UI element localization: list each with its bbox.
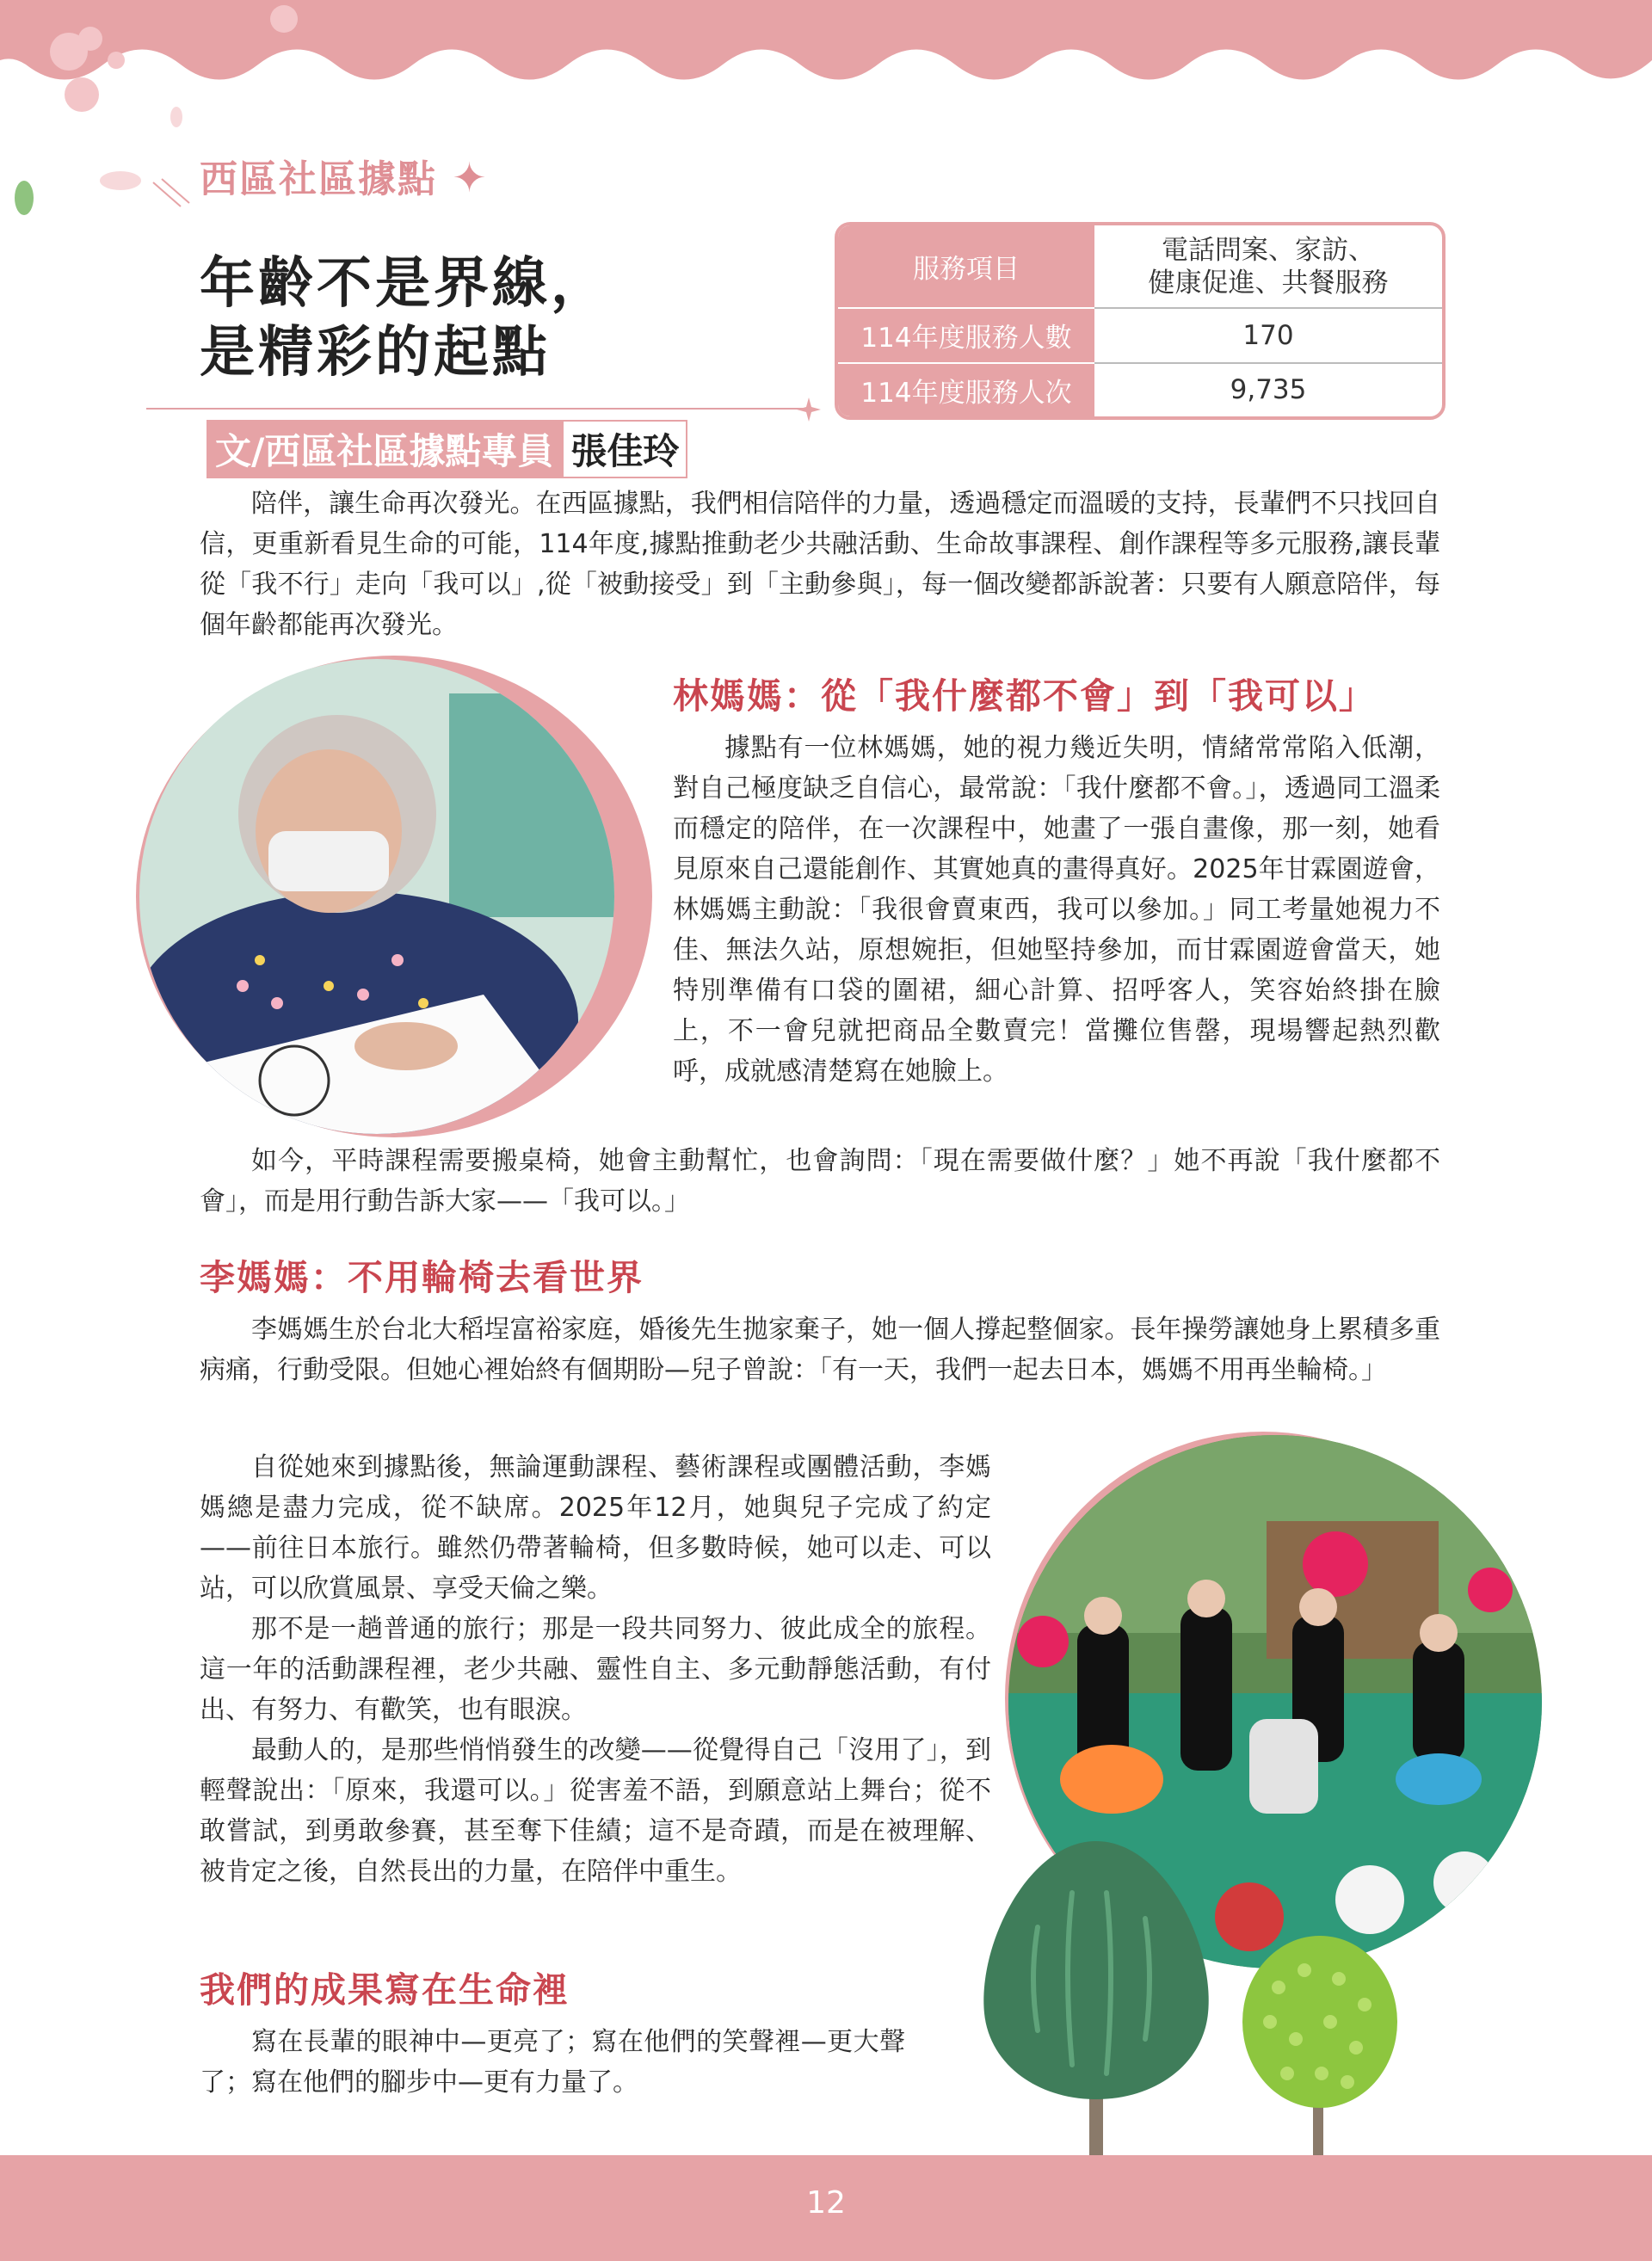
tree-decoration-icon	[977, 1824, 1408, 2159]
title-divider	[146, 408, 814, 410]
author-name: 張佳玲	[562, 420, 687, 478]
stats-value: 170	[1094, 308, 1442, 363]
section-heading-lin: 林媽媽：從「我什麼都不會」到「我可以」	[673, 675, 1376, 717]
section-lin-body	[673, 728, 1440, 1092]
intro-paragraph	[200, 484, 1440, 645]
section-results-body	[200, 2022, 905, 2103]
section-li-p3: 最動人的，是那些悄悄發生的改變——從覺得自己「沒用了」，到輕聲說出：「原來，我還可以。」從害羞不語，到願意站上舞台；從不敢嘗試，到勇敢參賽，甚至奪下佳績；這不是奇蹟，而是在被理解、被肯定之後，自然長出的力量，在陪伴中重生。	[200, 1735, 991, 1887]
section-lin-follow-text: 如今，平時課程需要搬桌椅，她會主動幫忙，也會詢問：「現在需要做什麼？」她不再說「我什麼都不會」，而是用行動告訴大家——「我可以。」	[200, 1146, 1440, 1217]
elder-drawing-photo	[139, 659, 614, 1134]
page-number: 12	[806, 2185, 846, 2221]
stats-value-line: 電話問案、家訪、	[1162, 234, 1375, 266]
intro-text: 陪伴，讓生命再次發光。在西區據點，我們相信陪伴的力量，透過穩定而溫暖的支持，長輩們不只找回自信，更重新看見生命的可能，114年度,據點推動老少共融活動、生命故事課程、創作課程等多元服務,讓長輩從「我不行」走向「我可以」,從「被動接受」到「主動參與」，每一個改變都訴說著：只要有人願意陪伴，每個年齡都能再次發光。	[200, 489, 1440, 640]
section-li-intro	[200, 1309, 1440, 1390]
section-li-body	[200, 1447, 991, 1892]
author-role: 文/西區社區據點專員	[206, 420, 562, 478]
sparkle-icon: ✦	[452, 154, 489, 202]
stats-label: 114年度服務人數	[838, 308, 1094, 363]
stats-row-people	[838, 308, 1442, 363]
section-li-p1: 自從她來到據點後，無論運動課程、藝術課程或團體活動，李媽媽總是盡力完成，從不缺席。2025年12月，她與兒子完成了約定——前往日本旅行。雖然仍帶著輪椅，但多數時候，她可以走、可以站，可以欣賞風景、享受天倫之樂。	[200, 1452, 991, 1604]
stats-value: 9,735	[1230, 374, 1307, 406]
section-lin-text: 據點有一位林媽媽，她的視力幾近失明，情緒常常陷入低潮，對自己極度缺乏自信心，最常說：「我什麼都不會。」，透過同工溫柔而穩定的陪伴，在一次課程中，她畫了一張自畫像，那一刻，她看見原來自己還能創作、其實她真的畫得真好。2025年甘霖園遊會，林媽媽主動說：「我很會賣東西，我可以參加。」同工考量她視力不佳、無法久站，原想婉拒，但她堅持參加，而甘霖園遊會當天，她特別準備有口袋的圍裙，細心計算、招呼客人，笑容始終掛在臉上，不一會兒就把商品全數賣完！當攤位售罄，現場響起熱烈歡呼，成就感清楚寫在她臉上。	[673, 733, 1440, 1087]
photo-illustration	[139, 659, 614, 1134]
section-label	[200, 148, 489, 203]
section-heading-li: 李媽媽：不用輪椅去看世界	[200, 1257, 644, 1298]
section-li-p2: 那不是一趟普通的旅行；那是一段共同努力、彼此成全的旅程。這一年的活動課程裡，老少共融、靈性自主、多元動靜態活動，有付出、有努力、有歡笑，也有眼淚。	[200, 1614, 991, 1725]
stats-label: 114年度服務人次	[838, 363, 1094, 416]
author-byline	[206, 420, 687, 472]
divider-star-icon	[797, 397, 821, 422]
section-lin-follow	[200, 1141, 1440, 1222]
stats-value	[1094, 225, 1442, 308]
title-line-1: 年齡不是界線，	[200, 252, 609, 316]
stats-value-line: 健康促進、共餐服務	[1148, 267, 1389, 299]
section-li-intro-text: 李媽媽生於台北大稻埕富裕家庭，婚後先生拋家棄子，她一個人撐起整個家。長年操勞讓她身上累積多重病痛，行動受限。但她心裡始終有個期盼—兒子曾說：「有一天，我們一起去日本，媽媽不用再坐輪椅。」	[200, 1315, 1440, 1385]
title-line-2: 是精彩的起點	[200, 321, 551, 385]
stats-row-visits	[838, 363, 1442, 416]
section-results-text: 寫在長輩的眼神中—更亮了；寫在他們的笑聲裡—更大聲了；寫在他們的腳步中—更有力量了。	[200, 2027, 905, 2098]
section-heading-results: 我們的成果寫在生命裡	[200, 1969, 570, 2011]
service-stats-table	[835, 222, 1446, 420]
section-label-text: 西區社區據點	[200, 157, 437, 201]
stats-row-services	[838, 225, 1442, 308]
stats-label: 服務項目	[838, 225, 1094, 308]
